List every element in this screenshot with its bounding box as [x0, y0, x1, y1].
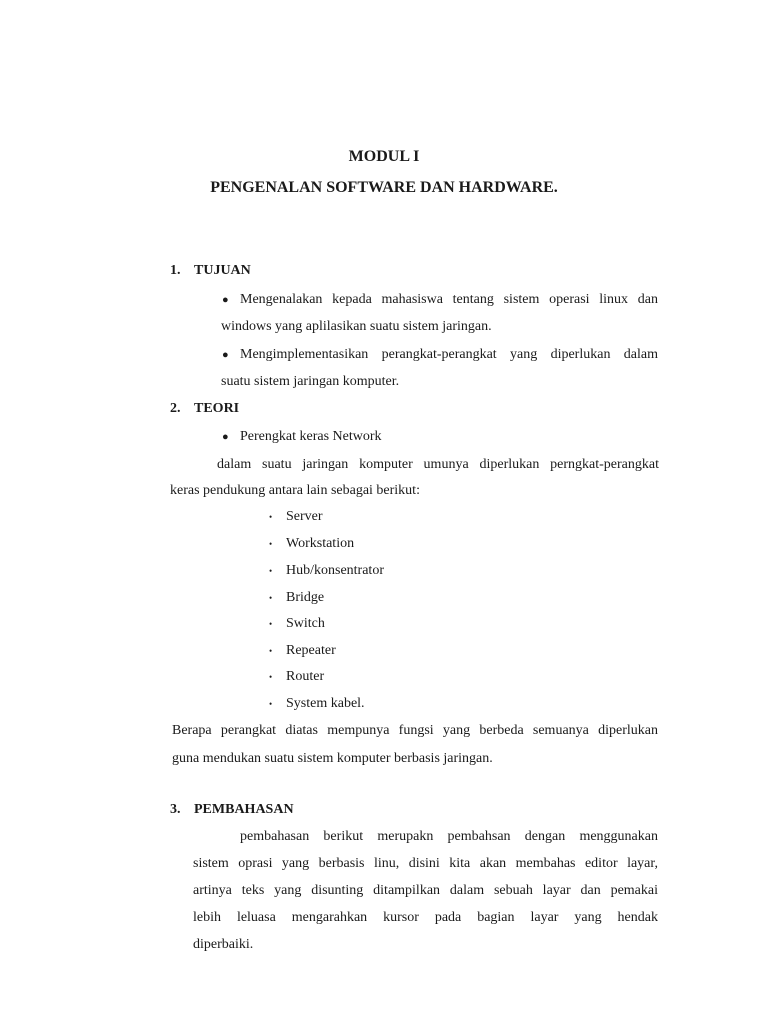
bullet-icon: •: [269, 566, 273, 576]
teori-closing-line-2: guna mendukan suatu sistem komputer berbasis jaringan.: [172, 751, 493, 766]
device-item: Switch: [286, 616, 325, 631]
section-heading-pembahasan: [170, 801, 294, 819]
pembahasan-line-4: lebih leluasa mengarahkan kursor pada bagian layar yang hendak: [193, 910, 658, 925]
device-item: Workstation: [286, 536, 355, 551]
device-item: System kabel.: [286, 696, 365, 711]
bullet-icon: •: [269, 593, 273, 603]
bullet-icon: ●: [222, 431, 229, 443]
bullet-icon: •: [269, 619, 273, 629]
bullet-icon: •: [269, 512, 273, 522]
section-number: 1.: [170, 263, 181, 278]
teori-intro-line-1: dalam suatu jaringan komputer umunya diperlukan perngkat-perangkat: [217, 457, 659, 472]
pembahasan-line-1: pembahasan berikut merupakn pembahsan dengan menggunakan: [240, 829, 658, 844]
bullet-icon: •: [269, 646, 273, 656]
section-heading-teori: [170, 400, 239, 418]
pembahasan-line-5: diperbaiki.: [193, 937, 254, 952]
teori-sub-bullet: Perengkat keras Network: [240, 429, 382, 444]
device-item: Router: [286, 669, 325, 684]
device-item: Repeater: [286, 643, 336, 658]
section-heading-tujuan: [170, 262, 251, 280]
section-number: 2.: [170, 401, 181, 416]
section-number: 3.: [170, 802, 181, 817]
bullet-icon: •: [269, 672, 273, 682]
device-item: Hub/konsentrator: [286, 563, 384, 578]
tujuan-bullet-1-line-1: Mengenalakan kepada mahasiswa tentang sistem operasi linux dan: [240, 292, 658, 307]
teori-closing-line-1: Berapa perangkat diatas mempunya fungsi yang berbeda semuanya diperlukan: [172, 723, 658, 738]
tujuan-bullet-1-line-2: windows yang aplilasikan suatu sistem jaringan.: [221, 319, 492, 334]
device-item: Bridge: [286, 590, 325, 605]
bullet-icon: •: [269, 539, 273, 549]
section-title: TEORI: [194, 401, 240, 416]
module-title: MODUL I: [348, 148, 420, 165]
pembahasan-line-3: artinya teks yang disunting ditampilkan dalam sebuah layar dan pemakai: [193, 883, 658, 898]
tujuan-bullet-2-line-2: suatu sistem jaringan komputer.: [221, 374, 400, 389]
device-item: Server: [286, 509, 323, 524]
bullet-icon: ●: [222, 349, 229, 361]
bullet-icon: •: [269, 699, 273, 709]
section-title: PEMBAHASAN: [194, 802, 294, 817]
pembahasan-line-2: sistem oprasi yang berbasis linu, disini kita akan membahas editor layar,: [193, 856, 658, 871]
teori-intro-line-2: keras pendukung antara lain sebagai berikut:: [170, 483, 420, 498]
tujuan-bullet-2-line-1: Mengimplementasikan perangkat-perangkat yang diperlukan dalam: [240, 347, 658, 362]
module-subtitle: PENGENALAN SOFTWARE DAN HARDWARE.: [210, 179, 558, 196]
bullet-icon: ●: [222, 294, 229, 306]
section-title: TUJUAN: [194, 263, 251, 278]
